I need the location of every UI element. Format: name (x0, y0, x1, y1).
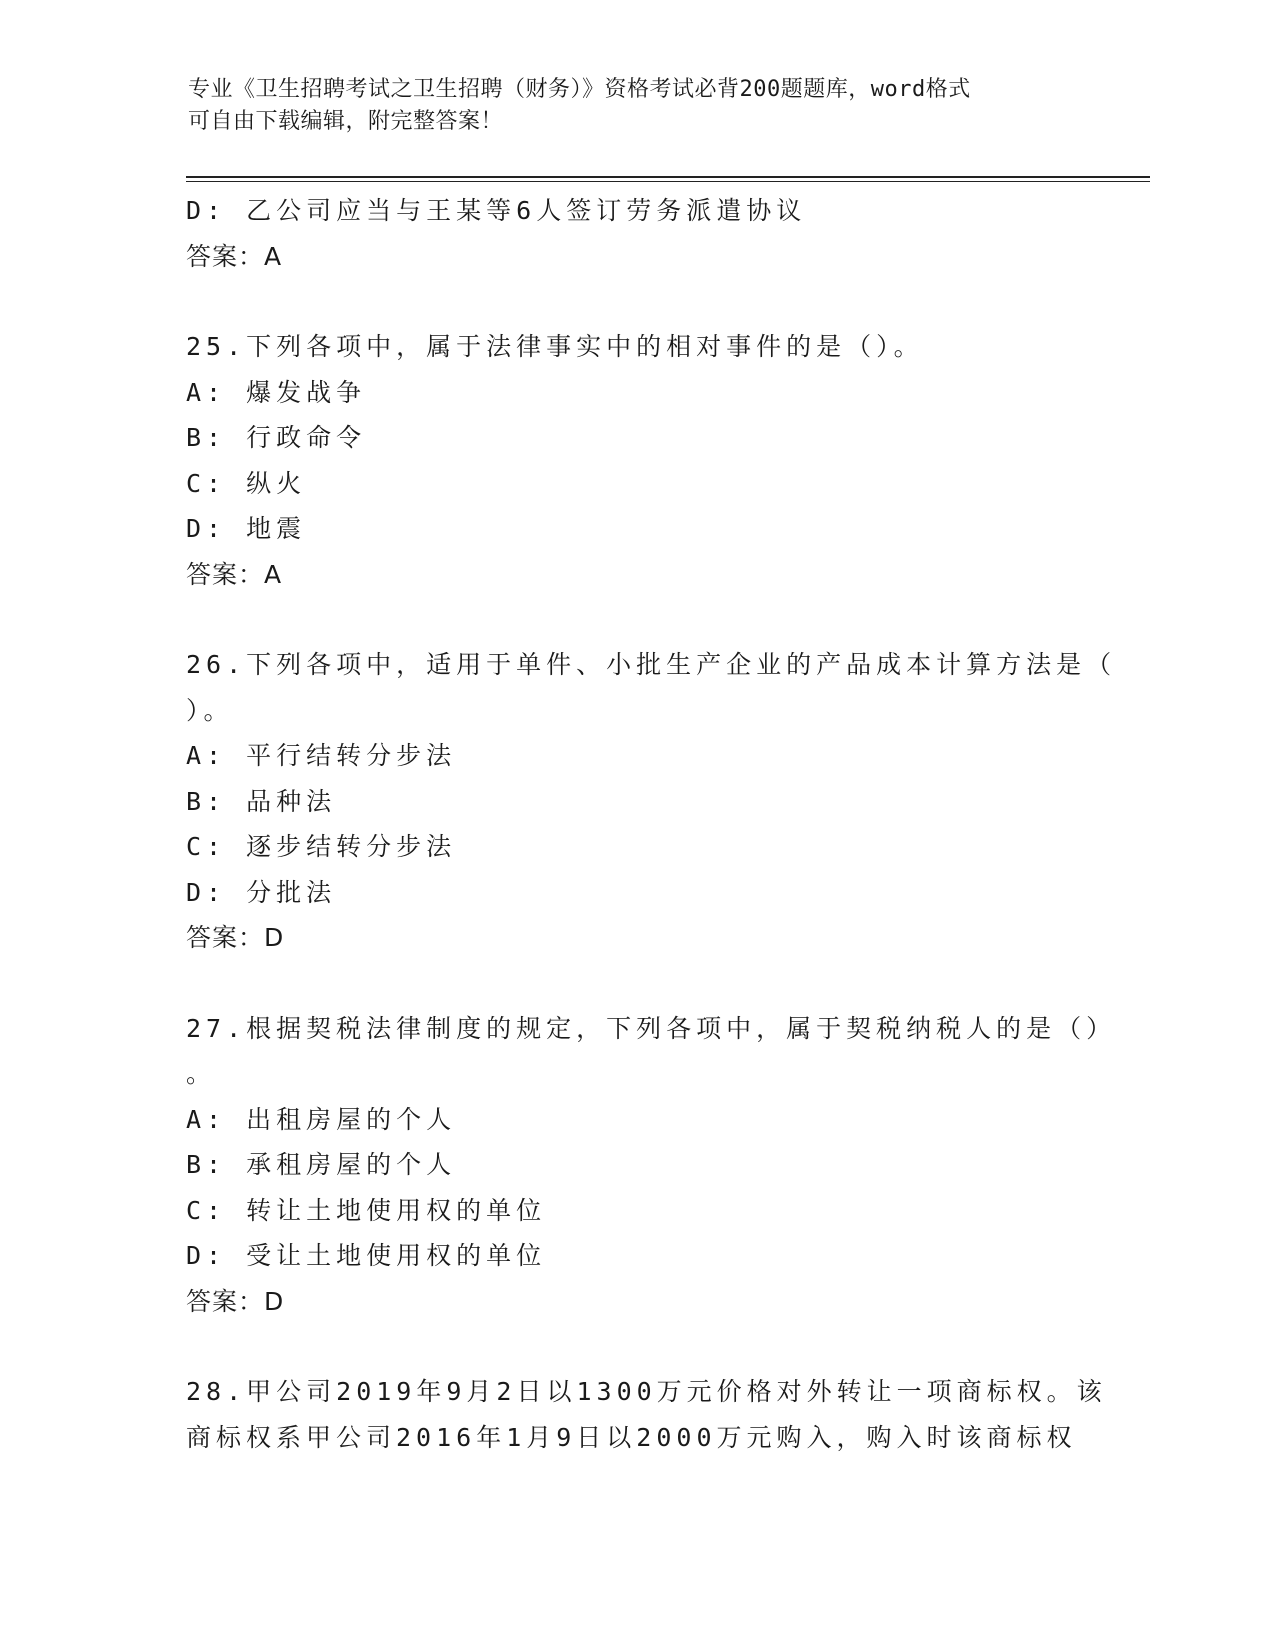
option-d: D: 分批法 (186, 877, 337, 907)
header-line-2: 可自由下载编辑，附完整答案！ (188, 109, 504, 134)
answer: 答案：D (186, 1286, 285, 1316)
option-a: A: 平行结转分步法 (186, 741, 457, 770)
header-divider-thin (186, 181, 1150, 182)
option-c: C: 逐步结转分步法 (186, 832, 457, 861)
option-d: D: 受让土地使用权的单位 (186, 1241, 547, 1270)
answer: 答案：A (186, 241, 283, 271)
question-stem-continued: 商标权系甲公司2016年1月9日以2000万元购入，购入时该商标权 (186, 1422, 1077, 1452)
option-b: B: 行政命令 (186, 423, 367, 452)
question-28 (186, 1369, 1107, 1460)
answer: 答案：A (186, 559, 283, 589)
option-a: A: 出租房屋的个人 (186, 1104, 457, 1134)
question-25 (186, 324, 1066, 597)
header-divider-thick (186, 176, 1150, 178)
question-stem: 27.根据契税法律制度的规定，下列各项中，属于契税纳税人的是（） (186, 1013, 1117, 1043)
answer: 答案：D (186, 923, 285, 952)
option-b: B: 品种法 (186, 786, 337, 816)
option-d: D: 地震 (186, 514, 307, 543)
question-stem: 28.甲公司2019年9月2日以1300万元价格对外转让一项商标权。该 (186, 1377, 1107, 1406)
option-a: A: 爆发战争 (186, 377, 367, 407)
option-c: C: 纵火 (186, 468, 307, 498)
question-stem: 25.下列各项中，属于法律事实中的相对事件的是（）。 (186, 332, 924, 361)
question-list (186, 188, 1117, 1460)
question-stem-continued: ）。 (186, 695, 234, 725)
option-b: B: 承租房屋的个人 (186, 1150, 457, 1179)
question-26 (186, 642, 1117, 961)
header-line-1: 专业《卫生招聘考试之卫生招聘（财务）》资格考试必背200题题库，word格式 (188, 77, 971, 102)
document-header (188, 74, 1068, 138)
question-stem-continued: 。 (186, 1059, 217, 1088)
option-c: C: 转让土地使用权的单位 (186, 1195, 547, 1225)
question-27 (186, 1006, 1117, 1325)
option-d: D: 乙公司应当与王某等6人签订劳务派遣协议 (186, 196, 807, 225)
question-stem: 26.下列各项中，适用于单件、小批生产企业的产品成本计算方法是（ (186, 650, 1117, 679)
previous-question-tail (186, 188, 1066, 279)
